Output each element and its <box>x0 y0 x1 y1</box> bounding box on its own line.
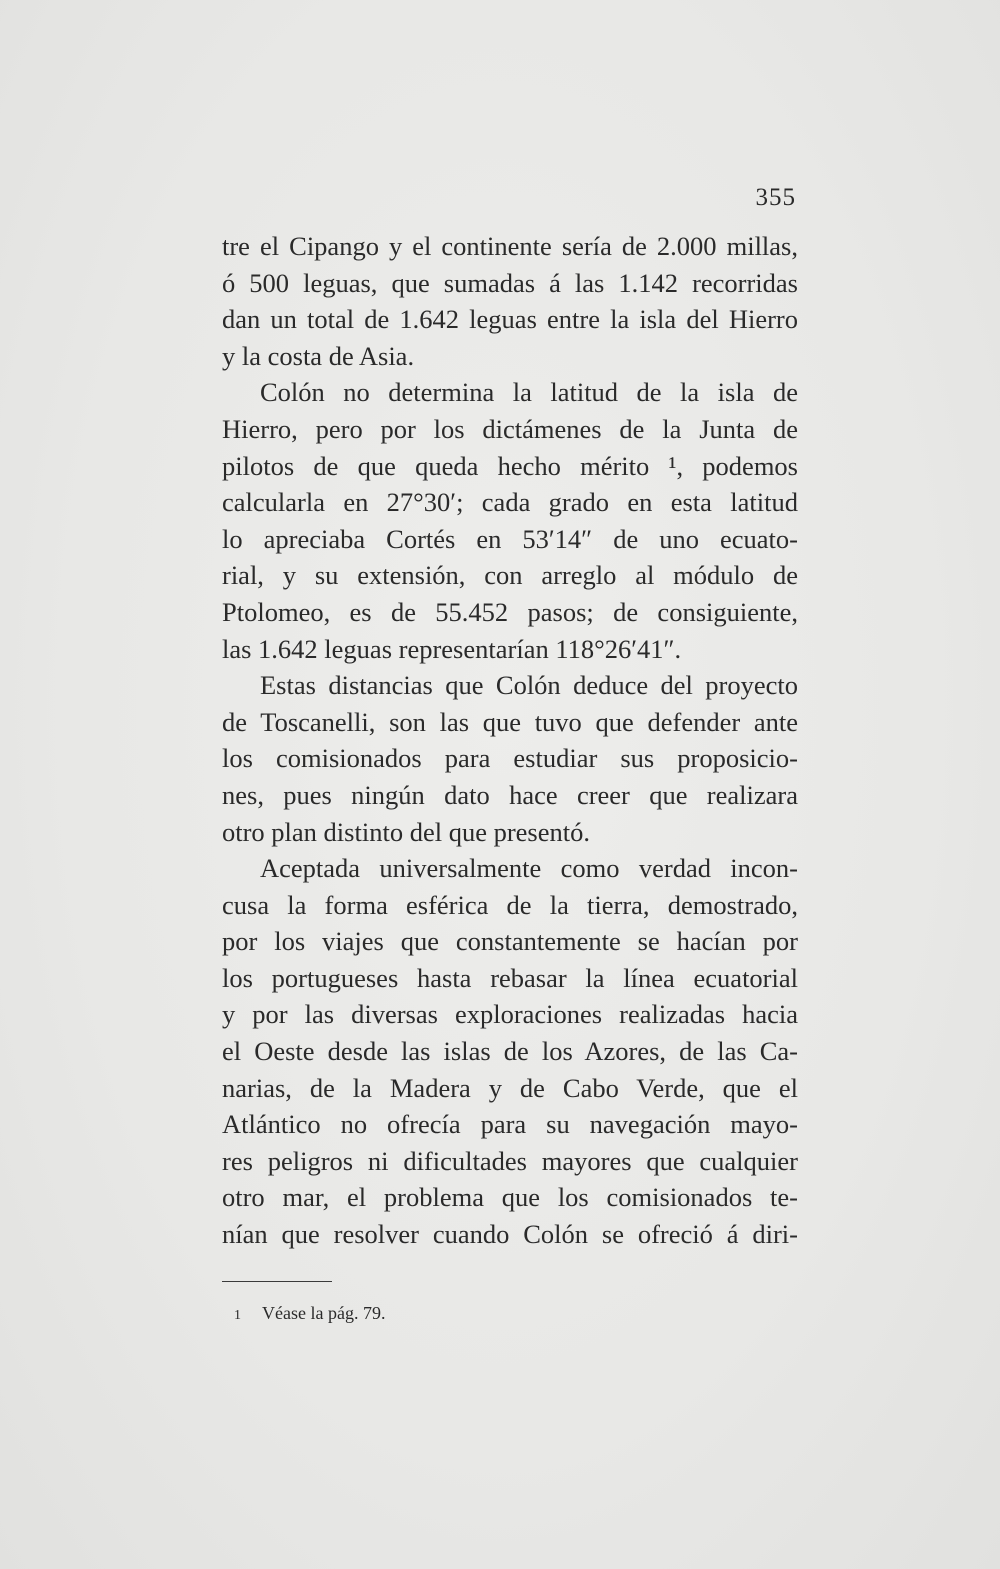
text-line: el Oeste desde las islas de los Azores, de las Ca- <box>222 1036 798 1067</box>
text-line: lo apreciaba Cortés en 53′14″ de uno ecuato- <box>222 523 798 554</box>
text-line: Hierro, pero por los dictámenes de la Junta de <box>222 413 798 444</box>
text-line: cusa la forma esférica de la tierra, demostrado, <box>222 889 798 920</box>
text-line: calcularla en 27°30′; cada grado en esta latitud <box>222 487 798 518</box>
text-line: ó 500 leguas, que sumadas á las 1.142 recorridas <box>222 267 798 298</box>
text-line: Atlántico no ofrecía para su navegación mayo- <box>222 1109 798 1140</box>
text-line: las 1.642 leguas representarían 118°26′41″. <box>222 633 682 664</box>
text-line: narias, de la Madera y de Cabo Verde, que el <box>222 1072 798 1103</box>
footnote-number: 1 <box>234 1308 241 1323</box>
text-line: res peligros ni dificultades mayores que cualquier <box>222 1145 798 1176</box>
text-line: Colón no determina la latitud de la isla de <box>260 377 798 408</box>
text-line: otro plan distinto del que presentó. <box>222 816 590 847</box>
text-line: dan un total de 1.642 leguas entre la isla del Hierro <box>222 304 798 335</box>
text-line: nes, pues ningún dato hace creer que realizara <box>222 779 798 810</box>
page-number: 355 <box>755 184 796 211</box>
text-line: otro mar, el problema que los comisionados te- <box>222 1182 798 1213</box>
text-line: y por las diversas exploraciones realizadas hacia <box>222 999 798 1030</box>
text-line: Ptolomeo, es de 55.452 pasos; de consiguiente, <box>222 596 798 627</box>
body-text <box>222 228 798 1253</box>
footnote-text: Véase la pág. 79. <box>262 1303 386 1323</box>
text-line: de Toscanelli, son las que tuvo que defender ante <box>222 706 798 737</box>
text-line: Estas distancias que Colón deduce del proyecto <box>260 670 798 701</box>
text-line: por los viajes que constantemente se hacían por <box>222 926 798 957</box>
text-line: rial, y su extensión, con arreglo al módulo de <box>222 560 798 591</box>
text-line: nían que resolver cuando Colón se ofreció á diri- <box>222 1219 798 1250</box>
text-line: los comisionados para estudiar sus proposicio- <box>222 743 798 774</box>
footnote-divider <box>222 1281 332 1282</box>
text-line: tre el Cipango y el continente sería de 2.000 millas, <box>222 231 798 261</box>
footnote <box>234 1303 385 1324</box>
text-line: pilotos de que queda hecho mérito ¹, podemos <box>222 450 798 481</box>
text-line: y la costa de Asia. <box>222 340 415 371</box>
text-line: Aceptada universalmente como verdad incon- <box>260 853 798 884</box>
text-line: los portugueses hasta rebasar la línea ecuatorial <box>222 962 798 993</box>
